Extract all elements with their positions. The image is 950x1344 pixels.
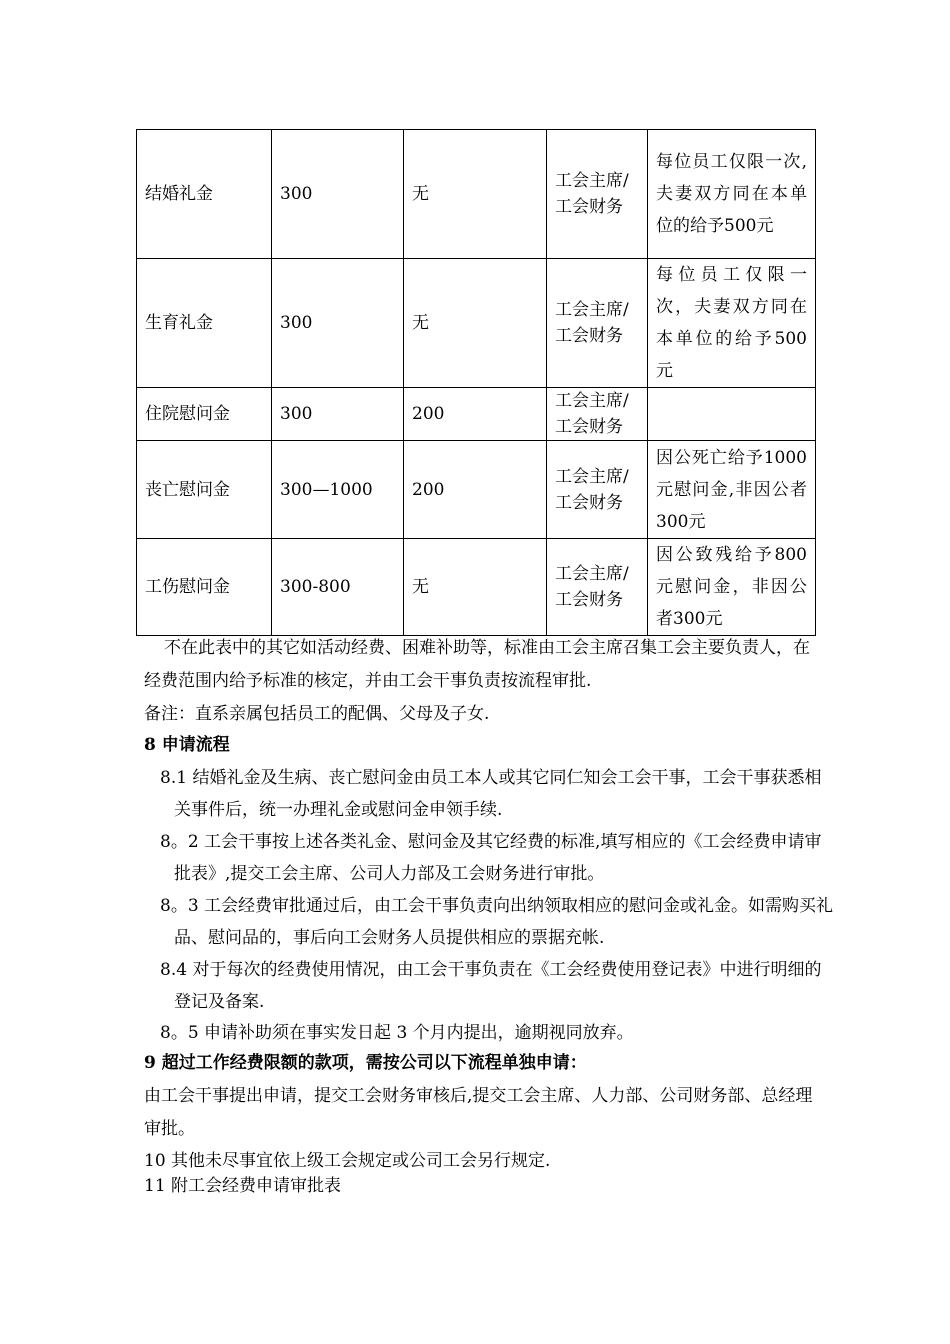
remark-line: 备注：直系亲属包括员工的配偶、父母及子女. — [144, 704, 490, 724]
section-10: 10 其他未尽事宜依上级工会规定或公司工会另行规定. — [144, 1151, 551, 1171]
approver-cell: 工会主席/工会财务 — [547, 441, 648, 539]
paragraph-other-expenses: 不在此表中的其它如活动经费、困难补助等，标准由工会主席召集工会主要负责人，在经费范围内给予标准的核定，并由工会干事负责按流程审批. — [144, 638, 810, 691]
approver-cell: 工会主席/工会财务 — [547, 259, 648, 388]
note-cell: 每位员工仅限一次,夫妻双方同在本单位的给予500元 — [648, 130, 816, 259]
second-amount-cell: 200 — [404, 441, 547, 539]
second-amount-cell: 无 — [404, 130, 547, 259]
paragraph-9: 由工会干事提出申请，提交工会财务审核后,提交工会主席、人力部、公司财务部、总经理审批。 — [144, 1086, 813, 1139]
second-amount-cell: 无 — [404, 539, 547, 636]
table-row — [137, 388, 816, 441]
note-cell: 因公致残给予800元慰问金，非因公者300元 — [648, 539, 816, 636]
step-8-2: 8。2 工会干事按上述各类礼金、慰问金及其它经费的标准,填写相应的《工会经费申请审批表》,提交工会主席、公司人力部及工会财务进行审批。 — [160, 832, 822, 884]
item-cell: 工伤慰问金 — [137, 539, 272, 636]
second-amount-cell: 无 — [404, 259, 547, 388]
amount-cell: 300 — [272, 130, 404, 259]
item-cell: 结婚礼金 — [137, 130, 272, 259]
item-cell: 住院慰问金 — [137, 388, 272, 441]
approver-cell: 工会主席/工会财务 — [547, 130, 648, 259]
item-cell: 丧亡慰问金 — [137, 441, 272, 539]
table-row — [137, 441, 816, 539]
note-cell — [648, 388, 816, 441]
amount-cell: 300—1000 — [272, 441, 404, 539]
amount-cell: 300-800 — [272, 539, 404, 636]
note-cell: 每位员工仅限一次，夫妻双方同在本单位的给予500元 — [648, 259, 816, 388]
item-cell: 生育礼金 — [137, 259, 272, 388]
table-row — [137, 259, 816, 388]
step-8-3: 8。3 工会经费审批通过后，由工会干事负责向出纳领取相应的慰问金或礼金。如需购买礼品、慰问品的，事后向工会财务人员提供相应的票据充帐. — [160, 896, 834, 948]
amount-cell: 300 — [272, 259, 404, 388]
step-8-1: 8.1 结婚礼金及生病、丧亡慰问金由员工本人或其它同仁知会工会干事，工会干事获悉相关事件后，统一办理礼金或慰问金申领手续. — [160, 768, 822, 820]
table-row — [137, 539, 816, 636]
section-heading-8: 8 申请流程 — [144, 735, 230, 755]
amount-cell: 300 — [272, 388, 404, 441]
section-heading-9: 9 超过工作经费限额的款项，需按公司以下流程单独申请： — [144, 1053, 587, 1073]
fee-standard-table — [136, 129, 816, 636]
approver-cell: 工会主席/工会财务 — [547, 388, 648, 441]
step-8-5: 8。5 申请补助须在事实发日起 3 个月内提出，逾期视同放弃。 — [160, 1023, 634, 1043]
section-11: 11 附工会经费申请审批表 — [144, 1176, 342, 1196]
note-cell: 因公死亡给予1000元慰问金,非因公者300元 — [648, 441, 816, 539]
second-amount-cell: 200 — [404, 388, 547, 441]
approver-cell: 工会主席/工会财务 — [547, 539, 648, 636]
table-row — [137, 130, 816, 259]
step-8-4: 8.4 对于每次的经费使用情况，由工会干事负责在《工会经费使用登记表》中进行明细的登记及备案. — [160, 960, 822, 1012]
